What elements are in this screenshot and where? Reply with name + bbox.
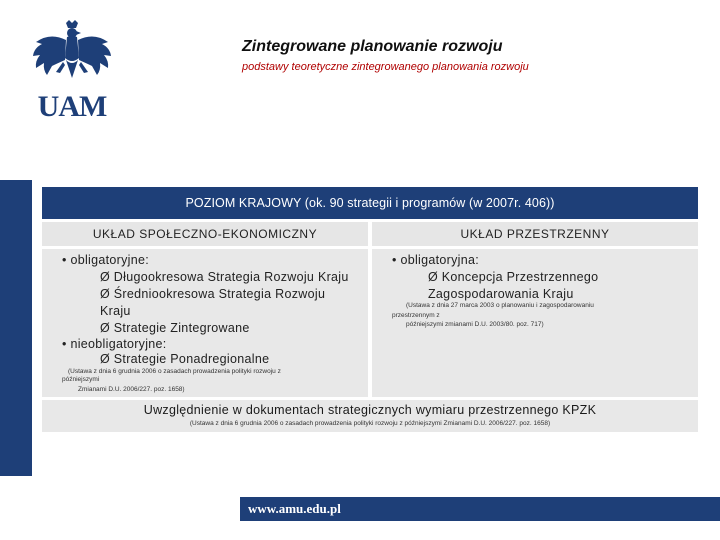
non-obligatory-bullet: • nieobligatoryjne: [62, 337, 167, 351]
legal-note: późniejszymi zmianami D.U. 2003/80. poz. 717) [406, 321, 544, 328]
url-bar [240, 497, 720, 521]
uam-eagle-logo [30, 20, 114, 120]
socio-economic-panel [42, 249, 368, 397]
list-item-continued: Zagospodarowania Kraju [428, 287, 574, 301]
legal-note: Zmianami D.U. 2006/227. poz. 1658) [78, 386, 185, 393]
website-link[interactable]: www.amu.edu.pl [248, 501, 341, 516]
spatial-heading: UKŁAD PRZESTRZENNY [372, 222, 698, 246]
obligatory-bullet: • obligatoryjna: [392, 253, 480, 267]
legal-note: (Ustawa z dnia 6 grudnia 2006 o zasadach prowadzenia polityki rozwoju z późniejszymi Zmianami D.U. 2006/227. poz. 1658) [189, 420, 551, 427]
socio-economic-heading: UKŁAD SPOŁECZNO-EKONOMICZNY [42, 222, 368, 246]
legal-note: przestrzennym z [392, 312, 440, 319]
left-accent-bar [0, 180, 32, 476]
spatial-panel [372, 249, 698, 397]
legal-note: (Ustawa z dnia 6 grudnia 2006 o zasadach prowadzenia polityki rozwoju z [68, 368, 281, 375]
slide-subtitle: podstawy teoretyczne zintegrowanego planowania rozwoju [242, 61, 529, 73]
obligatory-bullet: • obligatoryjne: [62, 253, 150, 267]
kpzk-footer-box [42, 400, 698, 432]
national-level-header: POZIOM KRAJOWY (ok. 90 strategii i programów (w 2007r. 406)) [42, 187, 698, 219]
legal-note: późniejszymi [62, 376, 100, 383]
list-item: Ø Strategie Ponadregionalne [100, 352, 270, 366]
list-item: Ø Strategie Zintegrowane [100, 321, 250, 335]
kpzk-statement: Uwzględnienie w dokumentach strategicznych wymiaru przestrzennego KPZK [143, 403, 597, 417]
list-item: Ø Koncepcja Przestrzennego [428, 270, 599, 284]
list-item: Ø Średniookresowa Strategia Rozwoju [100, 287, 326, 301]
slide-title: Zintegrowane planowanie rozwoju [242, 38, 503, 55]
legal-note: (Ustawa z dnia 27 marca 2003 o planowaniu i zagospodarowaniu [406, 302, 594, 309]
list-item-continued: Kraju [100, 304, 131, 318]
list-item: Ø Długookresowa Strategia Rozwoju Kraju [100, 270, 349, 284]
logo-text: UAM [37, 90, 107, 120]
